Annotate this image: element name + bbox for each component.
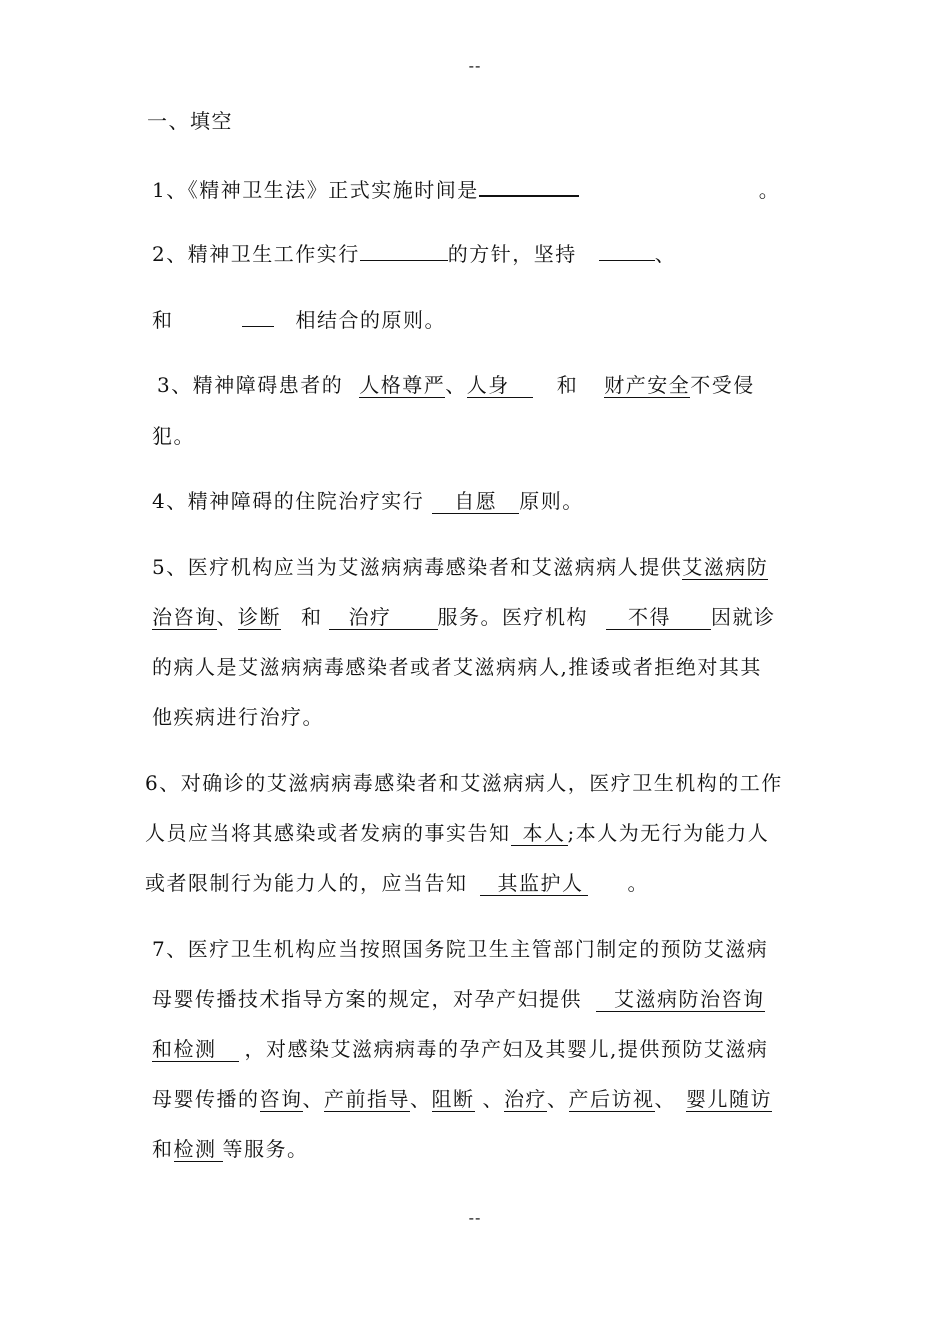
q6-text-c: 或者限制行为能力人的，应当告知 (145, 871, 468, 895)
question-7-line-3 (152, 1036, 768, 1062)
q2-text-a: 2、精神卫生工作实行 (152, 242, 360, 266)
q6-answer-self: 本人 (511, 821, 568, 846)
q6-text-d: 。 (627, 871, 649, 895)
q3-answer-dignity: 人格尊严 (359, 373, 446, 397)
question-5-line-4: 他疾病进行治疗。 (152, 705, 324, 729)
question-6-line-3 (145, 870, 649, 896)
q5-text-d: 服务。医疗机构 (437, 605, 588, 629)
q2-text-d: 和 (152, 308, 174, 332)
q2-text-c: 、 (654, 242, 677, 266)
section-title: 一、填空 (147, 109, 233, 133)
question-2-line-1 (152, 240, 676, 267)
q7-text-b: ，对感染艾滋病病毒的孕产妇及其婴儿,提供预防艾滋病 (244, 1037, 769, 1061)
q7-sep-2: 、 (410, 1087, 432, 1111)
q7-answer-consult: 咨询 (259, 1087, 303, 1111)
question-6-line-1: 6、对确诊的艾滋病病毒感染者和艾滋病病人，医疗卫生机构的工作 (145, 771, 783, 795)
q6-text-b: ;本人为无行为能力人 (567, 821, 770, 845)
q5-text-b: 、 (216, 605, 238, 629)
question-5-line-2 (152, 604, 776, 630)
q7-sep-4: 、 (547, 1087, 569, 1111)
q5-text-c: 和 (301, 605, 323, 629)
q4-text-b: 原则。 (519, 489, 584, 513)
question-7-line-2 (152, 986, 765, 1012)
q3-text-c: 和 (556, 373, 579, 397)
q7-answer-counseling-part2: 和检测 (152, 1037, 239, 1062)
q3-answer-property: 财产安全 (604, 373, 691, 397)
question-3-line-1 (157, 372, 755, 398)
q7-answer-prenatal: 产前指导 (324, 1087, 410, 1111)
q7-answer-block: 阻断 (431, 1087, 475, 1111)
q7-text-d: 和 (152, 1137, 174, 1161)
footer-marker: -- (468, 1208, 482, 1227)
q6-text-a: 人员应当将其感染或者发病的事实告知 (145, 821, 511, 845)
q2-text-e: 相结合的原则。 (295, 308, 446, 332)
q5-answer-treatment: 治疗 (329, 605, 438, 630)
q5-text-a: 5、医疗机构应当为艾滋病病毒感染者和艾滋病病人提供 (152, 555, 683, 579)
q2-text-b: 的方针，坚持 (447, 242, 577, 266)
q5-text-e: 因就诊 (711, 605, 776, 629)
q7-answer-counseling-part1: 艾滋病防治咨询 (596, 987, 765, 1012)
q5-answer-diagnosis: 诊断 (238, 605, 281, 629)
q4-text-a: 4、精神障碍的住院治疗实行 (152, 489, 425, 513)
q5-answer-counseling-part2: 治咨询 (152, 605, 217, 629)
q7-answer-postnatal: 产后访视 (568, 1087, 655, 1111)
question-7-line-4 (152, 1086, 772, 1112)
q6-answer-guardian: 其监护人 (480, 871, 588, 896)
question-6-line-2 (145, 820, 769, 846)
q2-blank-2 (599, 240, 655, 261)
q1-end: 。 (758, 178, 781, 202)
q7-sep-3: 、 (482, 1087, 504, 1111)
q7-answer-treat: 治疗 (504, 1087, 547, 1111)
q2-blank-3 (242, 306, 274, 327)
q7-text-c: 母婴传播的 (152, 1087, 260, 1111)
question-3-line-2: 犯。 (152, 424, 195, 448)
q5-answer-counseling-part1: 艾滋病防 (682, 555, 769, 579)
q1-blank (479, 175, 579, 197)
q7-sep-5: 、 (654, 1087, 676, 1111)
q7-answer-infant-followup: 婴儿随访 (686, 1087, 772, 1111)
question-7-line-5 (152, 1136, 309, 1162)
q7-text-e: 等服务。 (222, 1137, 309, 1161)
question-1 (152, 175, 780, 203)
q4-answer: 自愿 (432, 489, 519, 514)
q3-text-d: 不受侵 (690, 373, 755, 397)
question-7-line-1: 7、医疗卫生机构应当按照国务院卫生主管部门制定的预防艾滋病 (152, 937, 769, 961)
q5-answer-must-not: 不得 (606, 605, 711, 630)
q7-text-a: 母婴传播技术指导方案的规定，对孕产妇提供 (152, 987, 582, 1011)
q7-sep-1: 、 (302, 1087, 324, 1111)
q3-text-b: 、 (445, 373, 467, 397)
q1-text: 1、《精神卫生法》正式实施时间是 (152, 178, 479, 202)
q2-blank-1 (360, 240, 448, 261)
q3-answer-person: 人身 (467, 373, 533, 398)
q7-answer-testing: 检测 (174, 1137, 223, 1162)
question-5-line-3: 的病人是艾滋病病毒感染者或者艾滋病病人,推诿或者拒绝对其其 (152, 655, 762, 679)
question-2-line-2 (152, 306, 446, 333)
header-marker: -- (468, 56, 482, 75)
q3-text-a: 3、精神障碍患者的 (157, 373, 344, 397)
question-4 (152, 488, 584, 514)
question-5-line-1 (152, 554, 768, 580)
